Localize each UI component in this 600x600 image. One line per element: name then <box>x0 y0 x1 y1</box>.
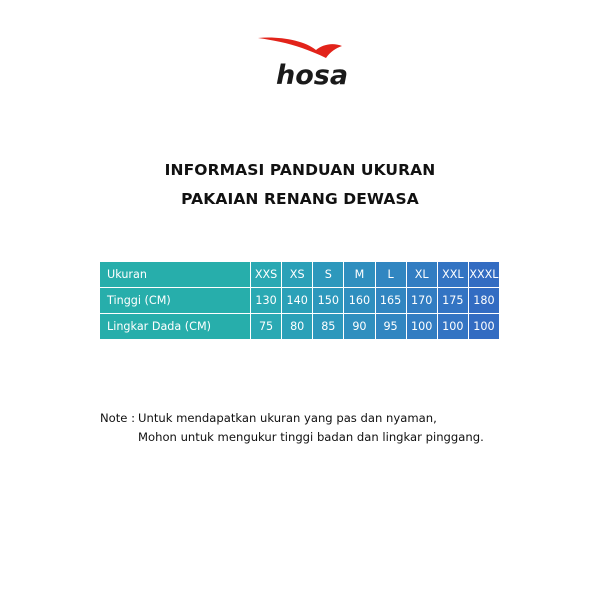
table-cell: S <box>313 262 344 288</box>
table-cell: XXL <box>437 262 468 288</box>
table-cell: XL <box>406 262 437 288</box>
table-cell: 100 <box>468 314 499 340</box>
table-cell: 100 <box>406 314 437 340</box>
table-cell: 75 <box>251 314 282 340</box>
table-cell: 80 <box>282 314 313 340</box>
note-line-1: Untuk mendapatkan ukuran yang pas dan nyaman, <box>138 411 437 425</box>
note-label: Note : <box>100 411 136 425</box>
table-cell: 95 <box>375 314 406 340</box>
table-cell: 165 <box>375 288 406 314</box>
table-cell: M <box>344 262 375 288</box>
table-cell: 170 <box>406 288 437 314</box>
table-cell: 140 <box>282 288 313 314</box>
note-line-2: Mohon untuk mengukur tinggi badan dan lingkar pinggang. <box>138 430 484 444</box>
brand-wordmark: hosa <box>276 60 349 91</box>
table-cell: 150 <box>313 288 344 314</box>
row-header-size: Ukuran <box>100 262 251 288</box>
page-title-line-2: PAKAIAN RENANG DEWASA <box>181 190 419 208</box>
table-cell: XXS <box>251 262 282 288</box>
table-cell: XXXL <box>468 262 499 288</box>
table-row-chest <box>100 314 500 340</box>
table-cell: 160 <box>344 288 375 314</box>
table-cell: 175 <box>437 288 468 314</box>
note-block <box>100 409 484 447</box>
row-header-height: Tinggi (CM) <box>100 288 251 314</box>
table-row-size <box>100 262 500 288</box>
table-cell: 130 <box>251 288 282 314</box>
table-cell: XS <box>282 262 313 288</box>
brand-logo <box>256 34 348 94</box>
table-cell: 85 <box>313 314 344 340</box>
table-cell: L <box>375 262 406 288</box>
table-cell: 180 <box>468 288 499 314</box>
row-header-chest: Lingkar Dada (CM) <box>100 314 251 340</box>
size-chart-table <box>99 261 500 340</box>
page-title-line-1: INFORMASI PANDUAN UKURAN <box>164 161 436 179</box>
table-row-height <box>100 288 500 314</box>
table-cell: 100 <box>437 314 468 340</box>
table-cell: 90 <box>344 314 375 340</box>
